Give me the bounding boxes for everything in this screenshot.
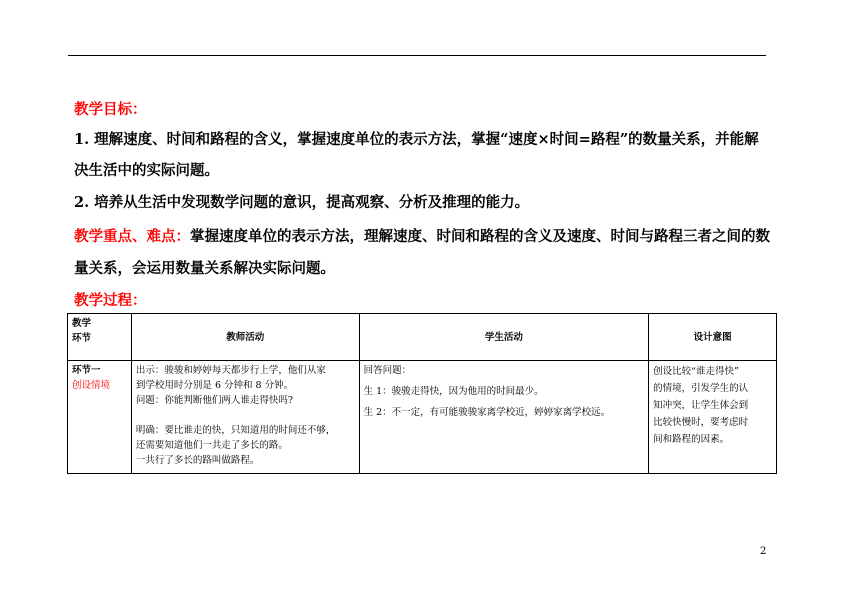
objectives-heading: 教学目标： (74, 101, 147, 118)
key-points-label: 教学重点、难点： (74, 228, 190, 245)
key-points-text-1: 掌握速度单位的表示方法，理解速度、时间和路程的含义及速度、时间与路程三者之间的数 (190, 228, 770, 245)
student-cell: 回答问题： 生 1：骏骏走得快，因为他用的时间最少。 生 2：不一定，有可能骏骏家离学校近，婷婷家离学校远。 (359, 361, 649, 474)
header-rule (68, 55, 766, 56)
header-teacher: 教师活动 (131, 314, 359, 361)
teacher-cell: 出示：骏骏和婷婷每天都步行上学，他们从家 到学校用时分别是 6 分钟和 8 分钟。 问题：你能判断他们两人谁走得快吗? 明确：要比谁走的快，只知道用的时间还不够， 还需要知道他们一共走了多长的路。 一共行了多长的路叫做路程。 (131, 361, 359, 474)
lesson-table (67, 313, 777, 474)
objective-1-line-2: 决生活中的实际问题。 (74, 162, 219, 179)
header-phase: 教学 环节 (68, 314, 132, 361)
key-points-line-2: 量关系，会运用数量关系解决实际问题。 (74, 260, 335, 277)
header-student: 学生活动 (359, 314, 649, 361)
header-design: 设计意图 (649, 314, 777, 361)
table-header-row (68, 314, 777, 361)
objective-2: 2. 培养从生活中发现数学问题的意识，提高观察、分析及推理的能力。 (74, 194, 530, 211)
table-row (68, 361, 777, 474)
page-number: 2 (760, 546, 767, 557)
process-heading: 教学过程： (74, 292, 147, 309)
key-points-line-1 (74, 227, 770, 247)
objective-1-line-1: 1. 理解速度、时间和路程的含义，掌握速度单位的表示方法，掌握“速度×时间=路程”的数量关系，并能解 (74, 131, 759, 148)
design-cell: 创设比较“谁走得快” 的情境，引发学生的认 知冲突，让学生体会到 比较快慢时，要考虑时 间和路程的因素。 (649, 361, 777, 474)
phase-cell: 环节一 创设情境 (68, 361, 132, 474)
